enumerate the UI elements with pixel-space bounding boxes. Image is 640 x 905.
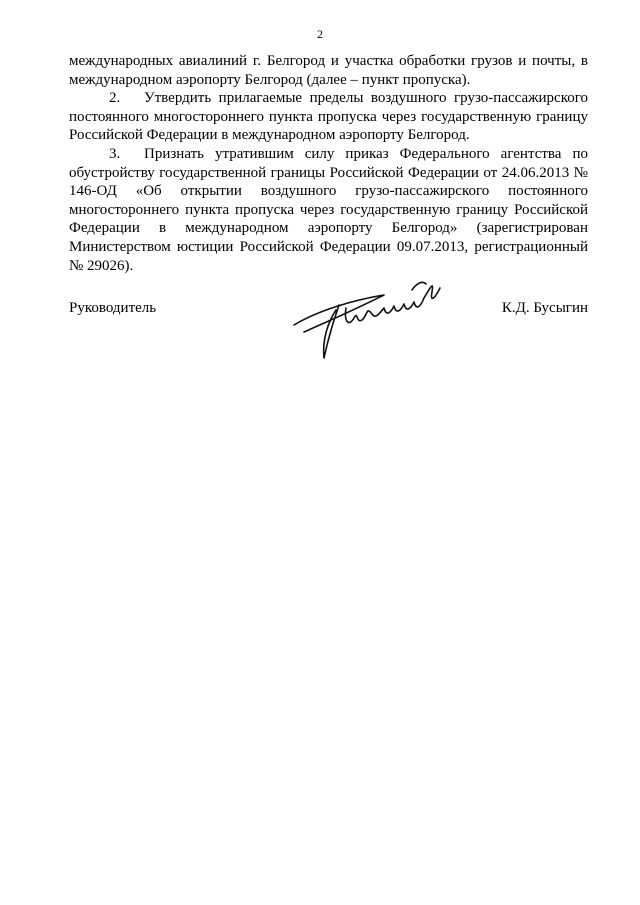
- paragraph-2-text: Утвердить прилагаемые пределы воздушного грузо-пассажирского постоянного многостороннего пункта пропуска через государственную границу Российской Федерации в международном аэропорту Белгород.: [69, 90, 588, 144]
- handwritten-signature: [284, 270, 454, 365]
- paragraph-1-continuation: международных авиалиний г. Белгород и участка обработки грузов и почты, в международном аэропорту Белгород (далее – пункт пропуска).: [69, 53, 588, 88]
- paragraph-2: [69, 89, 588, 145]
- signatory-name: К.Д. Бусыгин: [501, 300, 588, 316]
- signature-block: [69, 300, 588, 380]
- paragraph-3: [69, 145, 588, 275]
- paragraph-3-number: 3.: [109, 145, 121, 162]
- paragraph-3-text: Признать утратившим силу приказ Федерального агентства по обустройству государственной границы Российской Федерации от 24.06.2013 № 146-ОД «Об открытии воздушного грузо-пассажирского постоянного многостороннего пункта пропуска через государственную границу Российской Федерации в международном аэропорту Белгород» (зарегистрирован Министерством юстиции Российской Федерации 09.07.2013, регистрационный № 29026).: [69, 145, 588, 274]
- document-body: [69, 52, 588, 275]
- page-number: 2: [317, 27, 323, 41]
- paragraph-2-number: 2.: [109, 90, 121, 107]
- signatory-title: Руководитель: [69, 300, 157, 316]
